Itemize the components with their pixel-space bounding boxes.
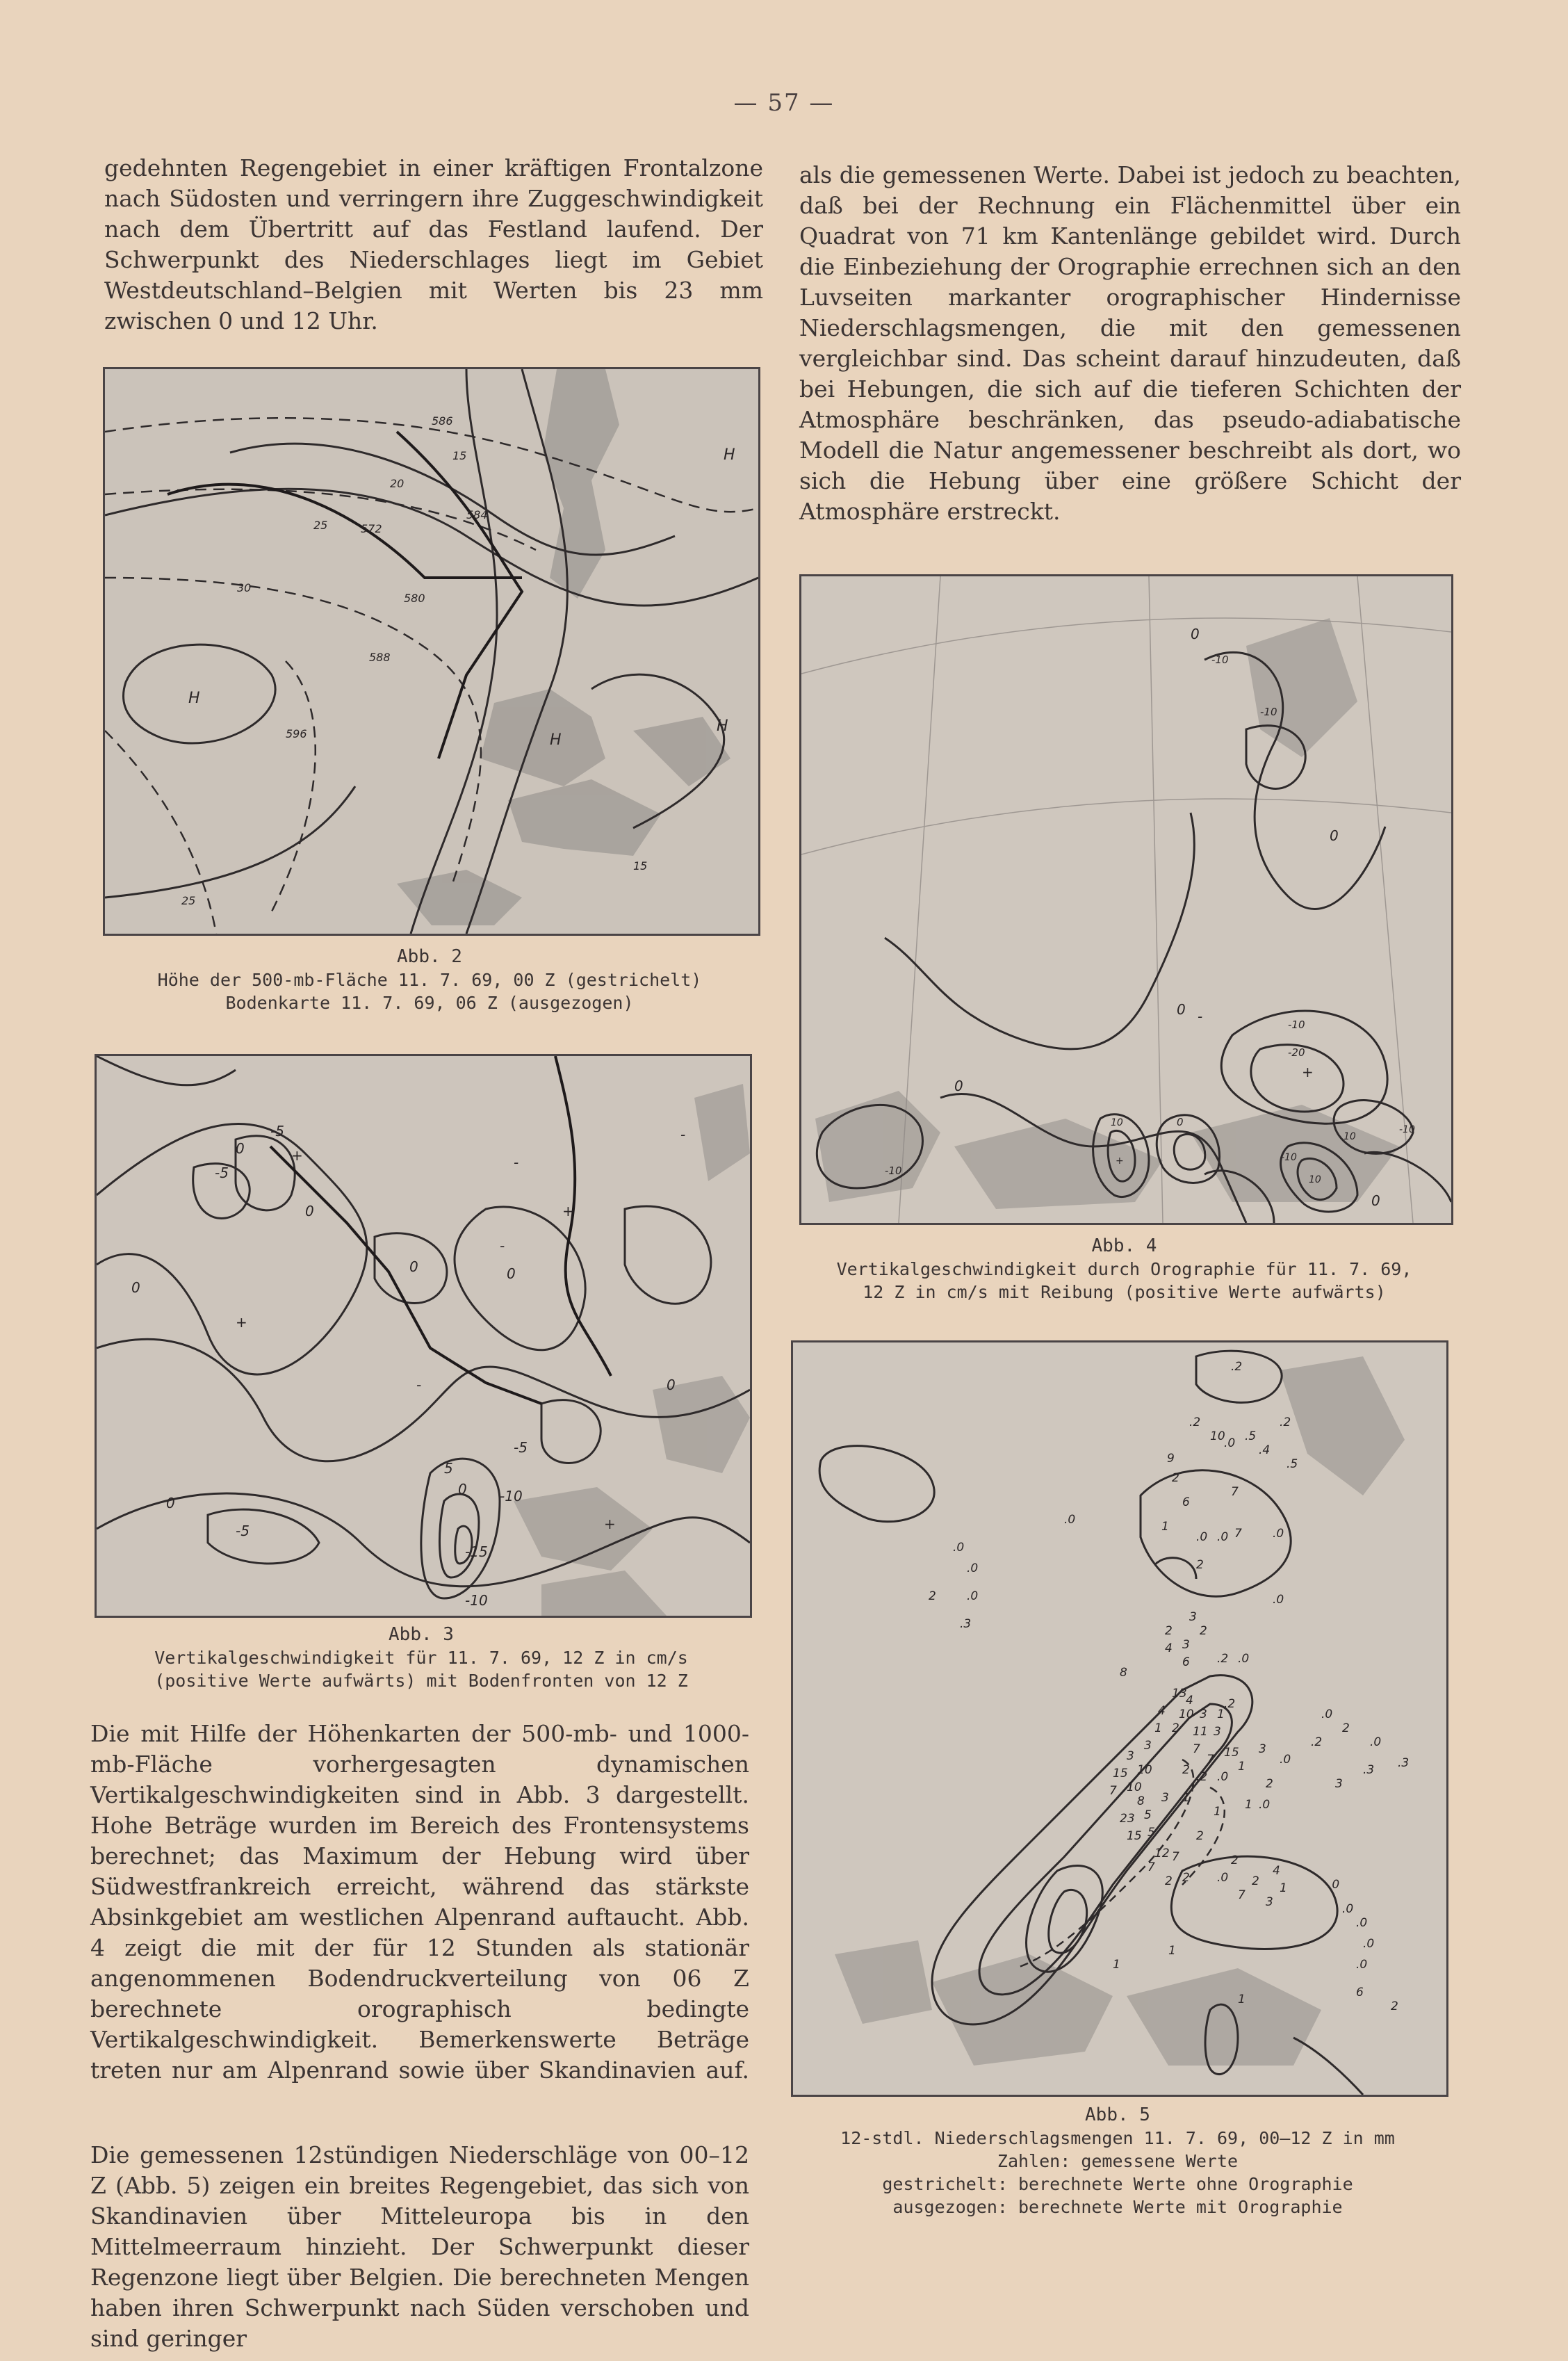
map-label: 596 bbox=[286, 727, 307, 740]
map-label: 7 bbox=[1238, 1888, 1246, 1902]
map-label: - bbox=[416, 1377, 422, 1393]
map-label: 1 bbox=[1238, 1760, 1246, 1774]
map-label: .2 bbox=[1280, 1415, 1291, 1429]
map-abb4 bbox=[801, 576, 1451, 1223]
map-label: 30 bbox=[237, 581, 252, 594]
map-label: 7 bbox=[1234, 1527, 1242, 1541]
map-label: .0 bbox=[1342, 1902, 1354, 1916]
map-label: 0 bbox=[131, 1279, 140, 1296]
map-label: 3 bbox=[1182, 1638, 1190, 1652]
caption-line: 12 Z in cm/s mit Reibung (positive Werte aufwärts) bbox=[863, 1282, 1386, 1302]
map-label: 7 bbox=[1207, 1753, 1214, 1767]
left-column-body-text bbox=[90, 1719, 749, 2354]
map-label: 1 bbox=[1280, 1881, 1287, 1895]
map-label: H bbox=[724, 446, 735, 464]
map-label: 15 bbox=[1127, 1829, 1142, 1843]
map-label: 10 bbox=[1127, 1780, 1142, 1794]
figure-label: Abb. 3 bbox=[389, 1624, 454, 1645]
map-label: .2 bbox=[1224, 1697, 1236, 1711]
map-label: 580 bbox=[404, 592, 425, 605]
map-label: 1 bbox=[1113, 1958, 1120, 1972]
map-label: 10 bbox=[1137, 1763, 1152, 1777]
map-label: + bbox=[604, 1516, 616, 1532]
caption-abb4 bbox=[799, 1235, 1449, 1304]
map-label: .3 bbox=[1363, 1763, 1375, 1777]
map-label: 1 bbox=[1168, 1944, 1176, 1958]
map-label: -10 bbox=[1399, 1124, 1415, 1135]
map-label: .0 bbox=[1321, 1707, 1333, 1721]
map-label: 13 bbox=[1172, 1687, 1187, 1701]
map-label: 572 bbox=[361, 522, 382, 535]
map-label: .0 bbox=[1238, 1652, 1250, 1666]
text-paragraph: Die gemessenen 12stündigen Niederschläge von 00–12 Z (Abb. 5) zeigen ein breites Regengebiet, das sich von Skandinavien über Mitteleuropa bis in den Mittelmeerraum hinzieht. Der Schwerpunkt dieser Regenzone liegt über Belgien. Die berechneten Mengen haben ihren Schwerpunkt nach Süden verschoben und sind geringer bbox=[90, 2141, 749, 2352]
map-label: 0 bbox=[1177, 1116, 1184, 1128]
map-label: 0 bbox=[667, 1377, 676, 1393]
map-label: + bbox=[562, 1203, 574, 1219]
map-label: 15 bbox=[1224, 1746, 1239, 1760]
map-label: 7 bbox=[1109, 1784, 1117, 1798]
map-label: 2 bbox=[1172, 1721, 1179, 1735]
map-label: 584 bbox=[466, 508, 488, 521]
map-label: + bbox=[1116, 1155, 1124, 1167]
figure-label: Abb. 5 bbox=[1085, 2104, 1150, 2125]
map-label: - bbox=[500, 1238, 505, 1254]
map-label: 1 bbox=[1214, 1805, 1221, 1819]
map-label: 1 bbox=[1161, 1520, 1169, 1534]
map-label: 5 bbox=[1148, 1826, 1155, 1840]
map-label: 0 bbox=[954, 1078, 963, 1094]
map-label: -5 bbox=[215, 1165, 229, 1181]
map-label: .2 bbox=[1217, 1652, 1229, 1666]
map-label: 6 bbox=[1182, 1655, 1190, 1669]
map-label: 1 bbox=[1154, 1721, 1162, 1735]
map-label: 23 bbox=[1120, 1812, 1135, 1826]
map-label: 3 bbox=[1127, 1749, 1134, 1763]
map-label: .0 bbox=[1273, 1527, 1284, 1541]
map-label: 2 bbox=[1231, 1853, 1239, 1867]
map-label: 10 bbox=[1210, 1429, 1225, 1443]
map-label: 10 bbox=[1111, 1117, 1123, 1128]
map-label: .0 bbox=[967, 1589, 979, 1603]
caption-abb3 bbox=[95, 1623, 748, 1692]
map-label: .2 bbox=[1196, 1770, 1208, 1784]
caption-line: Höhe der 500-mb-Fläche 11. 7. 69, 00 Z (gestrichelt) bbox=[157, 970, 702, 990]
map-label: 2 bbox=[1172, 1471, 1179, 1485]
map-label: .5 bbox=[1287, 1457, 1298, 1471]
text-paragraph: Die mit Hilfe der Höhenkarten der 500-mb- und 1000-mb-Fläche vorhergesagten dynamischen Vertikalgeschwindigkeiten sind in Abb. 3 dargestellt. Hohe Beträge wurden im Bereich des Frontensystems berechnet; das Maximum der Hebung wird über Südwestfrankreich erreicht, während das stärkste Absinkgebiet am westlichen Alpenrand auftaucht. Abb. 4 zeigt die mit der für 12 Stunden als stationär angenommenen Bodendruckverteilung von 06 Z berechnete orographisch bedingte Vertikalgeschwindigkeit. Bemerkenswerte Beträge treten nur am Alpenrand sowie über Skandinavien auf. bbox=[90, 1720, 749, 2084]
map-label: -10 bbox=[465, 1592, 488, 1609]
map-label: 10 bbox=[1309, 1174, 1321, 1185]
map-label: 2 bbox=[929, 1589, 936, 1603]
map-label: -15 bbox=[465, 1543, 488, 1560]
map-label: 7 bbox=[1172, 1850, 1179, 1864]
map-label: .5 bbox=[1245, 1429, 1257, 1443]
map-label: .0 bbox=[1217, 1770, 1229, 1784]
caption-line: Vertikalgeschwindigkeit für 11. 7. 69, 12 Z in cm/s bbox=[154, 1648, 688, 1668]
map-label: 3 bbox=[1161, 1791, 1169, 1805]
map-label: 2 bbox=[1252, 1874, 1259, 1888]
figure-abb5-map bbox=[791, 1340, 1448, 2097]
map-label: .0 bbox=[1363, 1937, 1375, 1951]
map-label: -20 bbox=[1288, 1046, 1305, 1059]
map-label: 0 bbox=[507, 1265, 516, 1282]
map-label: 2 bbox=[1196, 1558, 1204, 1572]
map-label: 15 bbox=[452, 449, 467, 462]
map-label: 8 bbox=[1120, 1666, 1127, 1680]
map-label: 25 bbox=[181, 894, 196, 907]
map-label: -10 bbox=[1281, 1152, 1297, 1163]
map-label: 0 bbox=[458, 1481, 467, 1498]
map-label: 10 bbox=[1179, 1707, 1194, 1721]
left-column-top-text bbox=[104, 153, 763, 336]
text-paragraph: als die gemessenen Werte. Dabei ist jedoch zu beachten, daß bei der Rechnung ein Flächenmittel über ein Quadrat von 71 km Kantenlänge gebildet wird. Durch die Einbeziehung der Orographie errechnen sich an den Luvseiten markanter orographischer Hindernisse Niederschlagsmengen, die mit den gemessenen vergleichbar sind. Das scheint darauf hinzudeuten, daß bei Hebungen, die sich auf die tieferen Schichten der Atmosphäre beschränken, das pseudo-adiabatische Modell die Natur angemessener beschreibt als dort, wo sich die Hebung über eine größere Schicht der Atmosphäre erstreckt. bbox=[799, 161, 1461, 525]
map-label: -10 bbox=[1211, 654, 1229, 666]
map-label: .0 bbox=[1273, 1593, 1284, 1607]
map-label: 3 bbox=[1259, 1742, 1266, 1756]
caption-abb2 bbox=[103, 946, 756, 1014]
map-label: 1 bbox=[1238, 1993, 1246, 2006]
map-label: 9 bbox=[1167, 1452, 1175, 1466]
map-label: 2 bbox=[1196, 1829, 1204, 1843]
caption-line: Zahlen: gemessene Werte bbox=[997, 2151, 1239, 2171]
map-label: .0 bbox=[1224, 1436, 1236, 1450]
map-label: -10 bbox=[1288, 1019, 1305, 1031]
map-label: -5 bbox=[236, 1523, 250, 1539]
map-label: - bbox=[680, 1126, 686, 1143]
caption-line: 12-stdl. Niederschlagsmengen 11. 7. 69, 00—12 Z in mm bbox=[840, 2128, 1395, 2148]
map-label: .0 bbox=[1064, 1513, 1076, 1527]
map-label: 5 bbox=[444, 1460, 453, 1477]
map-label: .0 bbox=[1217, 1530, 1229, 1544]
caption-line: gestrichelt: berechnete Werte ohne Orographie bbox=[882, 2174, 1353, 2194]
figure-label: Abb. 2 bbox=[397, 946, 462, 967]
map-label: 15 bbox=[633, 859, 648, 873]
map-label: 7 bbox=[1231, 1485, 1239, 1499]
caption-line: Vertikalgeschwindigkeit durch Orographie für 11. 7. 69, bbox=[836, 1259, 1412, 1279]
map-label: 2 bbox=[1342, 1721, 1350, 1735]
map-label: 3 bbox=[1214, 1725, 1221, 1739]
map-label: 2 bbox=[1200, 1624, 1207, 1638]
map-label: .2 bbox=[1311, 1735, 1323, 1749]
map-label: H bbox=[550, 731, 562, 749]
right-column-top-text bbox=[799, 160, 1461, 527]
map-label: 7 bbox=[1148, 1860, 1155, 1874]
map-label: -10 bbox=[500, 1488, 523, 1504]
map-label: 2 bbox=[1165, 1874, 1173, 1888]
map-label: 3 bbox=[1189, 1610, 1197, 1624]
map-label: .0 bbox=[1280, 1753, 1291, 1767]
map-label: H bbox=[188, 690, 200, 707]
map-label: 10 bbox=[1344, 1131, 1356, 1142]
map-label: 1 bbox=[1182, 1791, 1190, 1805]
map-label: 3 bbox=[1335, 1777, 1343, 1791]
map-label: -5 bbox=[270, 1123, 284, 1139]
caption-line: Bodenkarte 11. 7. 69, 06 Z (ausgezogen) bbox=[225, 993, 634, 1013]
map-label: .0 bbox=[967, 1561, 979, 1575]
map-abb2 bbox=[105, 369, 758, 934]
map-label: - bbox=[514, 1154, 519, 1171]
text-paragraph: gedehnten Regengebiet in einer kräftigen Frontalzone nach Südosten und verringern ihre Zuggeschwindigkeit nach dem Übertritt auf das Festland laufend. Der Schwerpunkt des Niederschlages liegt im Gebiet Westdeutschland–Belgien mit Werten bis 23 mm zwischen 0 und 12 Uhr. bbox=[104, 154, 763, 334]
map-abb5 bbox=[793, 1342, 1446, 2095]
map-label: 0 bbox=[1330, 827, 1339, 844]
map-label: .0 bbox=[1356, 1958, 1368, 1972]
map-label: 11 bbox=[1193, 1725, 1208, 1739]
map-label: .2 bbox=[1231, 1360, 1243, 1374]
map-label: 4 bbox=[1165, 1641, 1173, 1655]
map-label: 12 bbox=[1154, 1847, 1170, 1860]
map-label: 6 bbox=[1356, 1986, 1364, 1999]
map-label: 588 bbox=[369, 651, 391, 664]
figure-abb4-map bbox=[799, 574, 1453, 1225]
map-abb3 bbox=[97, 1056, 750, 1616]
map-label: 0 bbox=[1177, 1001, 1186, 1018]
map-label: 0 bbox=[1191, 626, 1200, 642]
map-label: .0 bbox=[1370, 1735, 1382, 1749]
map-label: 2 bbox=[1165, 1624, 1173, 1638]
map-label: 4 bbox=[1158, 1704, 1166, 1718]
map-label: .3 bbox=[1398, 1756, 1410, 1770]
map-label: 0 bbox=[1371, 1192, 1380, 1209]
map-label: .0 bbox=[953, 1541, 965, 1555]
caption-abb5 bbox=[791, 2104, 1444, 2218]
map-label: + bbox=[236, 1314, 247, 1331]
map-label: 2 bbox=[1182, 1871, 1190, 1885]
map-label: .0 bbox=[1328, 1878, 1340, 1892]
map-label: - bbox=[1198, 1008, 1203, 1025]
map-label: 1 bbox=[1245, 1798, 1252, 1812]
map-label: 0 bbox=[166, 1495, 175, 1511]
map-label: 586 bbox=[432, 414, 453, 428]
page-number: — 57 — bbox=[733, 89, 835, 117]
map-label: 0 bbox=[305, 1203, 314, 1219]
map-label: .0 bbox=[1196, 1530, 1208, 1544]
map-label: .0 bbox=[1217, 1871, 1229, 1885]
caption-line: (positive Werte aufwärts) mit Bodenfronten von 12 Z bbox=[154, 1671, 688, 1691]
map-label: .4 bbox=[1259, 1443, 1271, 1457]
figure-abb2-map bbox=[103, 367, 760, 936]
map-label: 2 bbox=[1391, 1999, 1398, 2013]
map-label: 4 bbox=[1273, 1864, 1280, 1878]
map-label: 3 bbox=[1200, 1707, 1207, 1721]
map-label: 4 bbox=[1186, 1694, 1193, 1707]
caption-line: ausgezogen: berechnete Werte mit Orographie bbox=[892, 2197, 1343, 2217]
map-label: 0 bbox=[409, 1258, 418, 1275]
map-label: 5 bbox=[1144, 1808, 1152, 1822]
map-label: -5 bbox=[514, 1439, 528, 1456]
map-label: 7 bbox=[1193, 1742, 1200, 1756]
map-label: 6 bbox=[1182, 1495, 1190, 1509]
map-label: 8 bbox=[1137, 1794, 1145, 1808]
map-label: H bbox=[717, 717, 728, 735]
map-label: -10 bbox=[1260, 706, 1277, 718]
map-label: 2 bbox=[1182, 1763, 1190, 1777]
map-label: .3 bbox=[960, 1617, 972, 1631]
map-label: -10 bbox=[885, 1165, 902, 1177]
map-label: .2 bbox=[1189, 1415, 1201, 1429]
map-label: 1 bbox=[1217, 1707, 1225, 1721]
map-label: + bbox=[1302, 1064, 1314, 1080]
map-label: .0 bbox=[1259, 1798, 1271, 1812]
map-label: 25 bbox=[313, 519, 328, 532]
map-label: 3 bbox=[1144, 1739, 1152, 1753]
figure-abb3-map bbox=[95, 1054, 752, 1618]
figure-label: Abb. 4 bbox=[1091, 1235, 1157, 1256]
map-label: 3 bbox=[1266, 1895, 1273, 1909]
map-label: .0 bbox=[1356, 1916, 1368, 1930]
map-label: 0 bbox=[236, 1140, 245, 1157]
map-label: 20 bbox=[390, 477, 405, 490]
map-label: 2 bbox=[1266, 1777, 1273, 1791]
map-label: + bbox=[291, 1147, 303, 1164]
map-label: 15 bbox=[1113, 1767, 1128, 1780]
